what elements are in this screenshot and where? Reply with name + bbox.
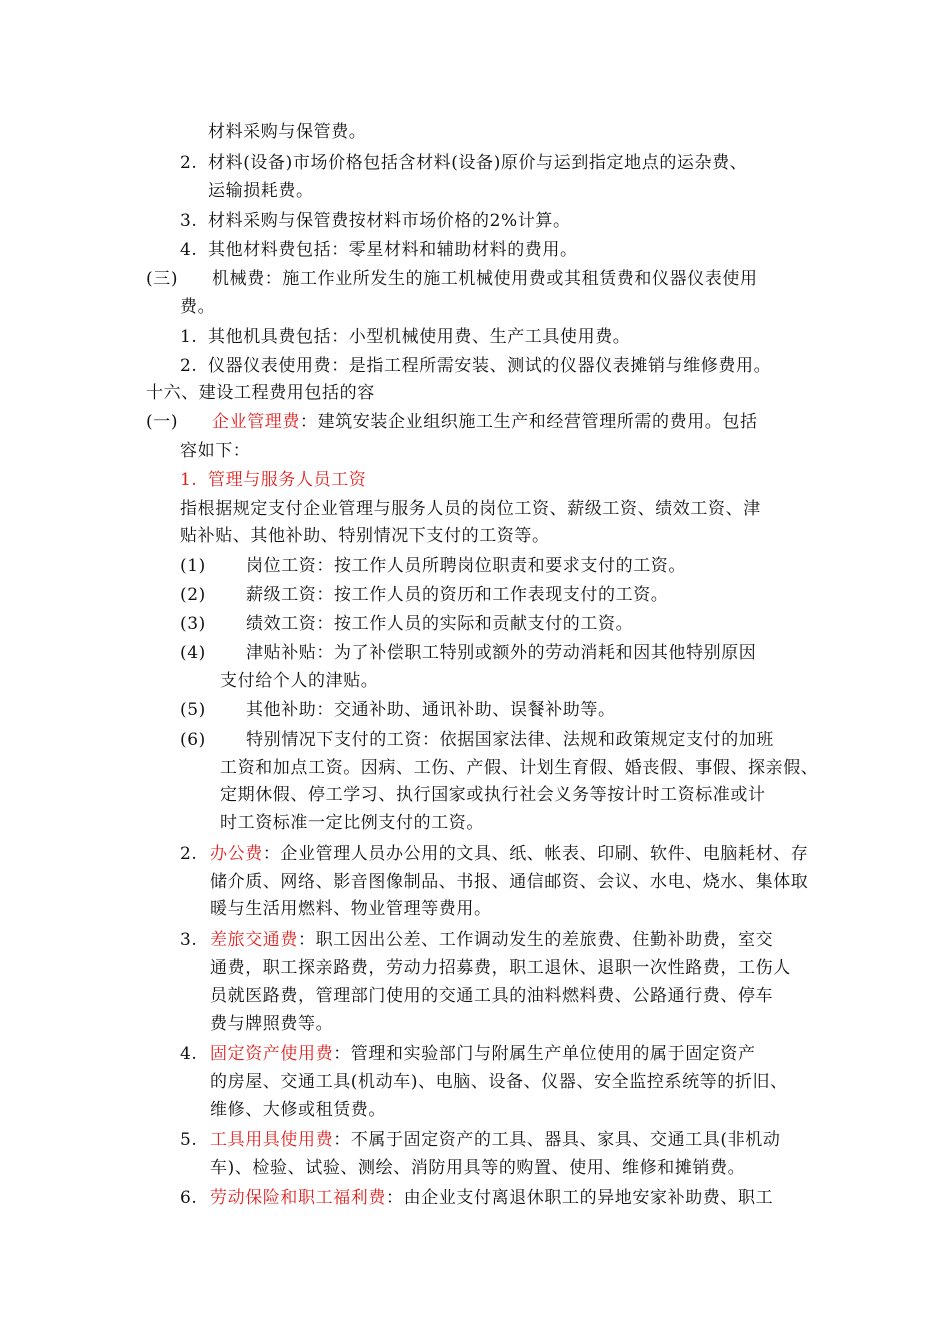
item-number: 6. <box>180 1188 198 1208</box>
line-text: 运输损耗费。 <box>208 181 314 201</box>
line-text: 其他机具费包括：小型机械使用费、生产工具使用费。 <box>208 327 631 347</box>
item-number: 4. <box>180 1044 198 1064</box>
list-item <box>180 728 774 752</box>
section-heading <box>146 267 758 291</box>
highlighted-term: 工具用具使用费 <box>210 1130 334 1150</box>
line-text: 材料(设备)市场价格包括含材料(设备)原价与运到指定地点的运杂费、 <box>208 153 748 173</box>
text-line <box>210 984 773 1008</box>
item-number: 3. <box>180 930 198 950</box>
line-text: 维修、大修或租赁费。 <box>210 1100 386 1120</box>
item-number: 3. <box>180 211 198 231</box>
highlighted-term: 办公费 <box>210 844 263 864</box>
text-line <box>180 439 250 463</box>
text-line <box>180 497 761 521</box>
line-text: 绩效工资：按工作人员的实际和贡献支付的工资。 <box>246 614 634 634</box>
list-item <box>180 151 747 175</box>
section-heading <box>146 410 758 434</box>
item-number: 2. <box>180 153 198 173</box>
item-number: (6) <box>180 730 206 750</box>
line-text: 的房屋、交通工具(机动车)、电脑、设备、仪器、安全监控系统等的折旧、 <box>210 1072 788 1092</box>
line-text: ：企业管理人员办公用的文具、纸、帐表、印刷、软件、电脑耗材、存 <box>262 844 809 864</box>
item-number: (2) <box>180 585 206 605</box>
list-item <box>180 1042 756 1066</box>
line-text: 员就医路费，管理部门使用的交通工具的油料燃料费、公路通行费、停车 <box>210 986 774 1006</box>
item-number: 1. <box>180 470 198 490</box>
line-text: 十六、建设工程费用包括的容 <box>146 383 375 403</box>
highlighted-term: 企业管理费 <box>212 412 300 432</box>
item-number: 2. <box>180 356 198 376</box>
line-text: ：管理和实验部门与附属生产单位使用的属于固定资产 <box>333 1044 756 1064</box>
text-line <box>220 669 378 693</box>
highlighted-term: 差旅交通费 <box>210 930 298 950</box>
line-text: 费与牌照费等。 <box>210 1014 334 1034</box>
item-number: (4) <box>180 643 206 663</box>
item-number: 5. <box>180 1130 198 1150</box>
text-line <box>210 870 808 894</box>
text-line <box>210 1070 788 1094</box>
text-line <box>210 1012 333 1036</box>
line-text: 定期休假、停工学习、执行国家或执行社会义务等按计时工资标准或计 <box>220 785 766 805</box>
list-item <box>180 928 773 952</box>
text-line <box>210 1098 386 1122</box>
list-item <box>180 698 616 722</box>
section-number: (三) <box>146 269 179 289</box>
list-item <box>180 554 686 578</box>
list-item <box>180 641 756 665</box>
line-text: 薪级工资：按工作人员的资历和工作表现支付的工资。 <box>246 585 669 605</box>
text-line <box>220 811 484 835</box>
list-item <box>180 1128 780 1152</box>
line-text: 特别情况下支付的工资：依据国家法律、法规和政策规定支付的加班 <box>246 730 774 750</box>
line-text: 机械费：施工作业所发生的施工机械使用费或其租赁费和仪器仪表使用 <box>212 269 758 289</box>
text-line <box>180 295 215 319</box>
chapter-heading <box>146 381 375 405</box>
line-text: 材料采购与保管费。 <box>208 122 367 142</box>
section-number: (一) <box>146 412 179 432</box>
line-text: ：不属于固定资产的工具、器具、家具、交通工具(非机动 <box>333 1130 781 1150</box>
line-text: 材料采购与保管费按材料市场价格的2%计算。 <box>208 211 571 231</box>
text-line <box>208 120 366 144</box>
text-line <box>210 956 791 980</box>
text-line <box>210 1156 745 1180</box>
line-text: 费。 <box>180 297 216 317</box>
line-text: 车)、检验、试验、测绘、消防用具等的购置、使用、维修和摊销费。 <box>210 1158 746 1178</box>
line-text: 工资和加点工资。因病、工伤、产假、计划生育假、婚丧假、事假、探亲假、 <box>220 758 819 778</box>
line-text: ：建筑安装企业组织施工生产和经营管理所需的费用。包括 <box>300 412 758 432</box>
line-text: 支付给个人的津贴。 <box>220 671 379 691</box>
text-line <box>208 179 314 203</box>
highlighted-term: 管理与服务人员工资 <box>208 470 367 490</box>
line-text: 津贴补贴：为了补偿职工特别或额外的劳动消耗和因其他特别原因 <box>246 643 757 663</box>
item-number: 1. <box>180 327 198 347</box>
list-item <box>180 354 771 378</box>
item-number: 4. <box>180 240 198 260</box>
list-item <box>180 1186 773 1210</box>
text-line <box>210 897 492 921</box>
line-text: 岗位工资：按工作人员所聘岗位职责和要求支付的工资。 <box>246 556 686 576</box>
list-item <box>180 325 630 349</box>
list-item <box>180 468 366 492</box>
item-number: 2. <box>180 844 198 864</box>
text-line <box>220 783 766 807</box>
item-number: (5) <box>180 700 206 720</box>
line-text: 暖与生活用燃料、物业管理等费用。 <box>210 899 492 919</box>
line-text: ：由企业支付离退休职工的异地安家补助费、职工 <box>386 1188 774 1208</box>
text-line <box>180 524 550 548</box>
line-text: 仪器仪表使用费：是指工程所需安装、测试的仪器仪表摊销与维修费用。 <box>208 356 772 376</box>
line-text: 储介质、网络、影音图像制品、书报、通信邮资、会议、水电、烧水、集体取 <box>210 872 809 892</box>
line-text: 其他材料费包括：零星材料和辅助材料的费用。 <box>208 240 578 260</box>
line-text: 指根据规定支付企业管理与服务人员的岗位工资、薪级工资、绩效工资、津 <box>180 499 761 519</box>
list-item <box>180 583 668 607</box>
highlighted-term: 固定资产使用费 <box>210 1044 334 1064</box>
list-item <box>180 209 571 233</box>
line-text: 时工资标准一定比例支付的工资。 <box>220 813 484 833</box>
line-text: 其他补助：交通补助、通讯补助、误餐补助等。 <box>246 700 616 720</box>
text-line <box>220 756 818 780</box>
item-number: (3) <box>180 614 206 634</box>
line-text: ：职工因出公差、工作调动发生的差旅费、住勤补助费，室交 <box>298 930 774 950</box>
line-text: 通费，职工探亲路费，劳动力招募费，职工退休、退职一次性路费，工伤人 <box>210 958 791 978</box>
highlighted-term: 劳动保险和职工福利费 <box>210 1188 386 1208</box>
list-item <box>180 238 578 262</box>
line-text: 贴补贴、其他补助、特别情况下支付的工资等。 <box>180 526 550 546</box>
list-item <box>180 842 808 866</box>
list-item <box>180 612 633 636</box>
line-text: 容如下： <box>180 441 251 461</box>
item-number: (1) <box>180 556 206 576</box>
